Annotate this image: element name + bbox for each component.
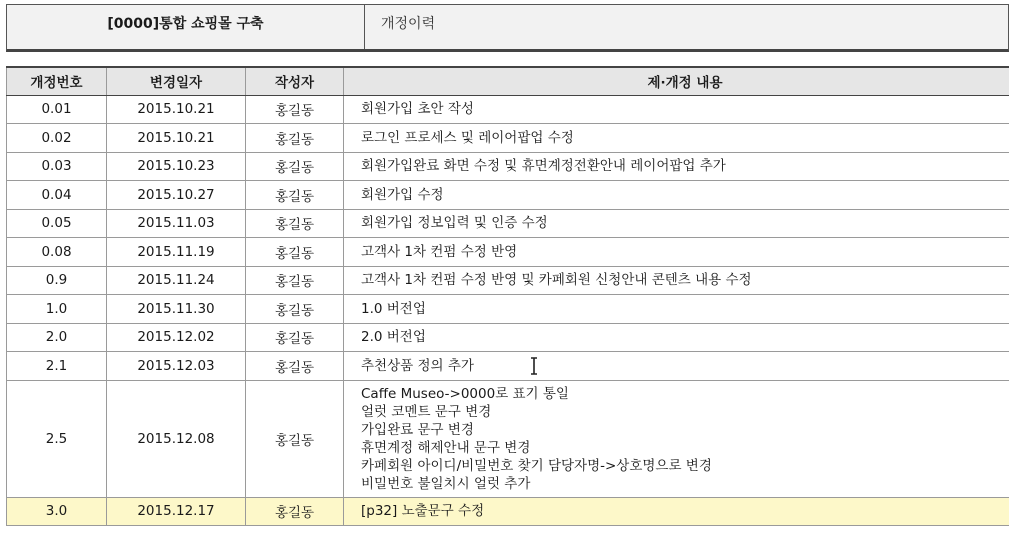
revision-number-cell: 2.0 [7,323,107,352]
table-row [7,181,1009,210]
change-content-cell [344,266,1009,295]
author-cell: 홍길동 [246,152,344,181]
revision-number-cell: 0.04 [7,181,107,210]
change-date-cell: 2015.11.24 [107,266,246,295]
change-content-line: [p32] 노출문구 수정 [361,503,485,520]
column-header-author: 작성자 [246,67,344,95]
change-content-cell [344,352,1009,381]
change-content-line: 회원가입 초안 작성 [361,101,474,118]
change-content-cell [344,238,1009,267]
change-content-line: 회원가입완료 화면 수정 및 휴면계정전환안내 레이어팝업 추가 [361,158,726,175]
change-date-cell: 2015.10.27 [107,181,246,210]
author-cell: 홍길동 [246,266,344,295]
author-cell: 홍길동 [246,209,344,238]
change-date-cell: 2015.12.08 [107,380,246,497]
revision-number-cell: 3.0 [7,497,107,526]
column-header-revision: 개정번호 [7,67,107,95]
text-cursor-icon [529,357,539,375]
revision-history-table [6,66,1009,526]
change-date-cell: 2015.12.02 [107,323,246,352]
change-content-cell [344,380,1009,497]
author-cell: 홍길동 [246,95,344,124]
author-cell: 홍길동 [246,181,344,210]
author-cell: 홍길동 [246,497,344,526]
author-cell: 홍길동 [246,295,344,324]
change-content-cell [344,181,1009,210]
change-content-line: 고객사 1차 컨펌 수정 반영 [361,243,518,260]
change-content-line: 추천상품 정의 추가 [361,357,474,374]
revision-number-cell: 1.0 [7,295,107,324]
revision-number-cell: 0.9 [7,266,107,295]
change-content-line: 카페회원 아이디/비밀번호 찾기 담당자명->상호명으로 변경 [361,457,712,474]
table-body [7,95,1009,526]
table-row [7,124,1009,153]
change-content-line: 가입완료 문구 변경 [361,421,474,438]
change-content-line: 얼럿 코멘트 문구 변경 [361,403,492,420]
table-row [7,323,1009,352]
change-date-cell: 2015.10.21 [107,95,246,124]
change-content-line: 비밀번호 불일치시 얼럿 추가 [361,475,531,492]
change-date-cell: 2015.10.21 [107,124,246,153]
change-content-cell [344,323,1009,352]
table-row [7,295,1009,324]
change-content-cell [344,209,1009,238]
revision-number-cell: 0.03 [7,152,107,181]
column-header-date: 변경일자 [107,67,246,95]
change-content-line: 휴면계정 해제안내 문구 변경 [361,439,531,456]
author-cell: 홍길동 [246,124,344,153]
change-content-cell [344,295,1009,324]
change-content-line: 2.0 버전업 [361,329,426,346]
change-content-line: 회원가입 정보입력 및 인증 수정 [361,215,548,232]
author-cell: 홍길동 [246,380,344,497]
table-row [7,95,1009,124]
change-date-cell: 2015.11.30 [107,295,246,324]
change-content-line: 고객사 1차 컨펌 수정 반영 및 카페회원 신청안내 콘텐츠 내용 수정 [361,272,752,289]
change-content-line: 1.0 버전업 [361,300,426,317]
table-row [7,238,1009,267]
author-cell: 홍길동 [246,238,344,267]
document-title: [0000]통합 쇼핑몰 구축 [7,5,365,49]
table-row [7,209,1009,238]
table-header-row [7,67,1009,95]
change-content-line: 회원가입 수정 [361,186,444,203]
document-header [6,4,1009,52]
change-content-cell [344,152,1009,181]
change-date-cell: 2015.12.17 [107,497,246,526]
revision-number-cell: 2.1 [7,352,107,381]
table-row [7,352,1009,381]
revision-number-cell: 0.05 [7,209,107,238]
table-row [7,266,1009,295]
change-content-cell [344,124,1009,153]
change-content-line: Caffe Museo->0000로 표기 통일 [361,385,569,402]
revision-number-cell: 2.5 [7,380,107,497]
change-date-cell: 2015.12.03 [107,352,246,381]
table-row [7,152,1009,181]
change-content-line: 로그인 프로세스 및 레이어팝업 수정 [361,129,574,146]
column-header-content: 제·개정 내용 [344,67,1009,95]
document-subtitle: 개정이력 [381,16,436,32]
change-date-cell: 2015.10.23 [107,152,246,181]
table-row [7,380,1009,497]
change-date-cell: 2015.11.19 [107,238,246,267]
table-row [7,497,1009,526]
author-cell: 홍길동 [246,323,344,352]
revision-number-cell: 0.02 [7,124,107,153]
change-date-cell: 2015.11.03 [107,209,246,238]
change-content-cell [344,95,1009,124]
author-cell: 홍길동 [246,352,344,381]
revision-number-cell: 0.08 [7,238,107,267]
change-content-cell [344,497,1009,526]
revision-number-cell: 0.01 [7,95,107,124]
